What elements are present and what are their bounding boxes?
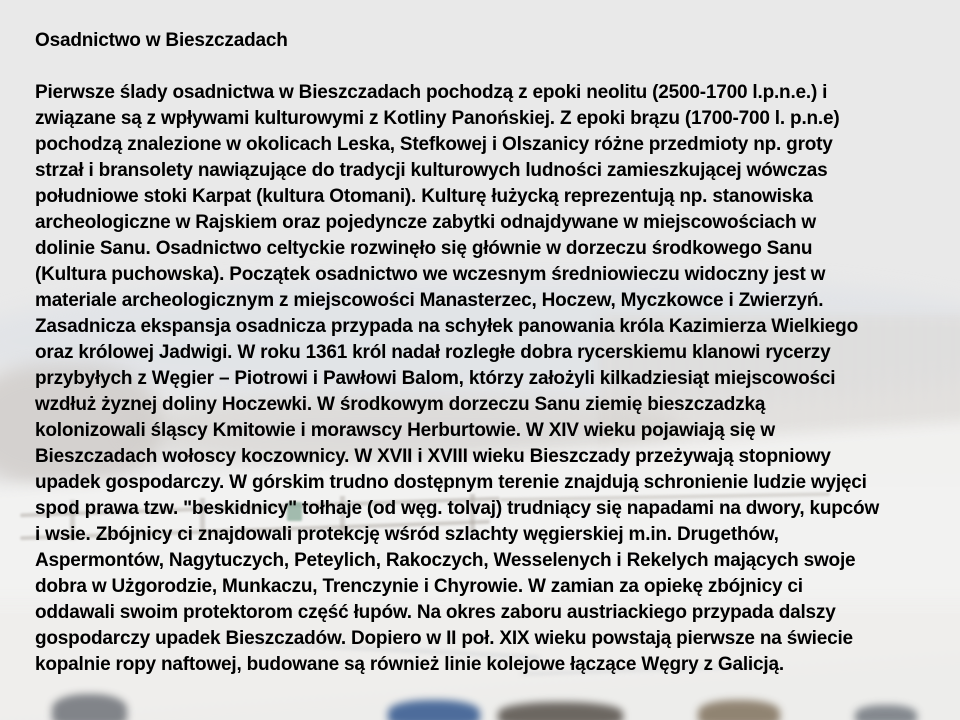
- text-line: materiale archeologicznym z miejscowości Manasterzec, Hoczew, Myczkowce i Zwierzyń.: [35, 290, 824, 311]
- text-line: Aspermontów, Nagytuczych, Peteylich, Rakoczych, Wesselenych i Rekelych mających swoje: [35, 550, 856, 571]
- figure-silhouette: [498, 702, 623, 720]
- text-line: przybyłych z Węgier – Piotrowi i Pawłowi Balom, którzy założyli kilkadziesiąt miejscowości: [35, 368, 836, 389]
- figure-silhouette: [52, 694, 127, 720]
- figure-silhouette: [855, 705, 917, 720]
- text-line: kopalnie ropy naftowej, budowane są również linie kolejowe łączące Węgry z Galicją.: [35, 654, 784, 675]
- text-line: Zasadnicza ekspansja osadnicza przypada na schyłek panowania króla Kazimierza Wielkiego: [35, 316, 858, 337]
- text-line: wzdłuż żyznej doliny Hoczewki. W środkowym dorzeczu Sanu ziemię bieszczadzką: [35, 394, 766, 415]
- text-line: i wsie. Zbójnicy ci znajdowali protekcję wśród szlachty węgierskiej m.in. Drugethów,: [35, 524, 779, 545]
- page-title: Osadnictwo w Bieszczadach: [35, 30, 288, 51]
- text-line: spod prawa tzw. "beskidnicy" tołhaje (od węg. tolvaj) trudniący się napadami na dwory, kupców: [35, 498, 880, 519]
- text-line: oraz królowej Jadwigi. W roku 1361 król nadał rozległe dobra rycerskiemu klanowi rycerzy: [35, 342, 831, 363]
- text-line: związane są z wpływami kulturowymi z Kotliny Panońskiej. Z epoki brązu (1700-700 l. p.n.e): [35, 108, 840, 129]
- text-line: upadek gospodarczy. W górskim trudno dostępnym terenie znajdują schronienie ludzie wyjęci: [35, 472, 867, 493]
- text-line: oddawali swoim protektorom część łupów. Na okres zaboru austriackiego przypada dalszy: [35, 602, 836, 623]
- text-line: południowe stoki Karpat (kultura Otomani). Kulturę łużycką reprezentują np. stanowiska: [35, 186, 813, 207]
- text-line: dolinie Sanu. Osadnictwo celtyckie rozwinęło się głównie w dorzeczu środkowego Sanu: [35, 238, 813, 259]
- text-line: strzał i bransolety nawiązujące do tradycji kulturowych ludności zamieszkującej wówczas: [35, 160, 828, 181]
- text-line: Pierwsze ślady osadnictwa w Bieszczadach pochodzą z epoki neolitu (2500-1700 l.p.n.e.) i: [35, 82, 828, 103]
- text-line: gospodarczy upadek Bieszczadów. Dopiero w II poł. XIX wieku powstają pierwsze na świecie: [35, 628, 853, 649]
- text-line: dobra w Użgorodzie, Munkaczu, Trenczynie i Chyrowie. W zamian za opiekę zbójnicy ci: [35, 576, 803, 597]
- text-line: Bieszczadach wołoscy koczownicy. W XVII i XVIII wieku Bieszczady przeżywają stopniowy: [35, 446, 831, 467]
- text-line: pochodzą znalezione w okolicach Leska, Stefkowej i Olszanicy różne przedmioty np. groty: [35, 134, 833, 155]
- figure-silhouette-blue: [388, 700, 480, 720]
- blank-line: [35, 54, 930, 80]
- body-text: [35, 80, 930, 678]
- text-line: kolonizowali śląscy Kmitowie i morawscy Herburtowie. W XIV wieku pojawiają się w: [35, 420, 776, 441]
- text-line: archeologiczne w Rajskiem oraz pojedyncze zabytki odnajdywane w miejscowościach w: [35, 212, 817, 233]
- text-line: (Kultura puchowska). Początek osadnictwo we wczesnym średniowieczu widoczny jest w: [35, 264, 826, 285]
- figure-silhouette: [698, 700, 780, 720]
